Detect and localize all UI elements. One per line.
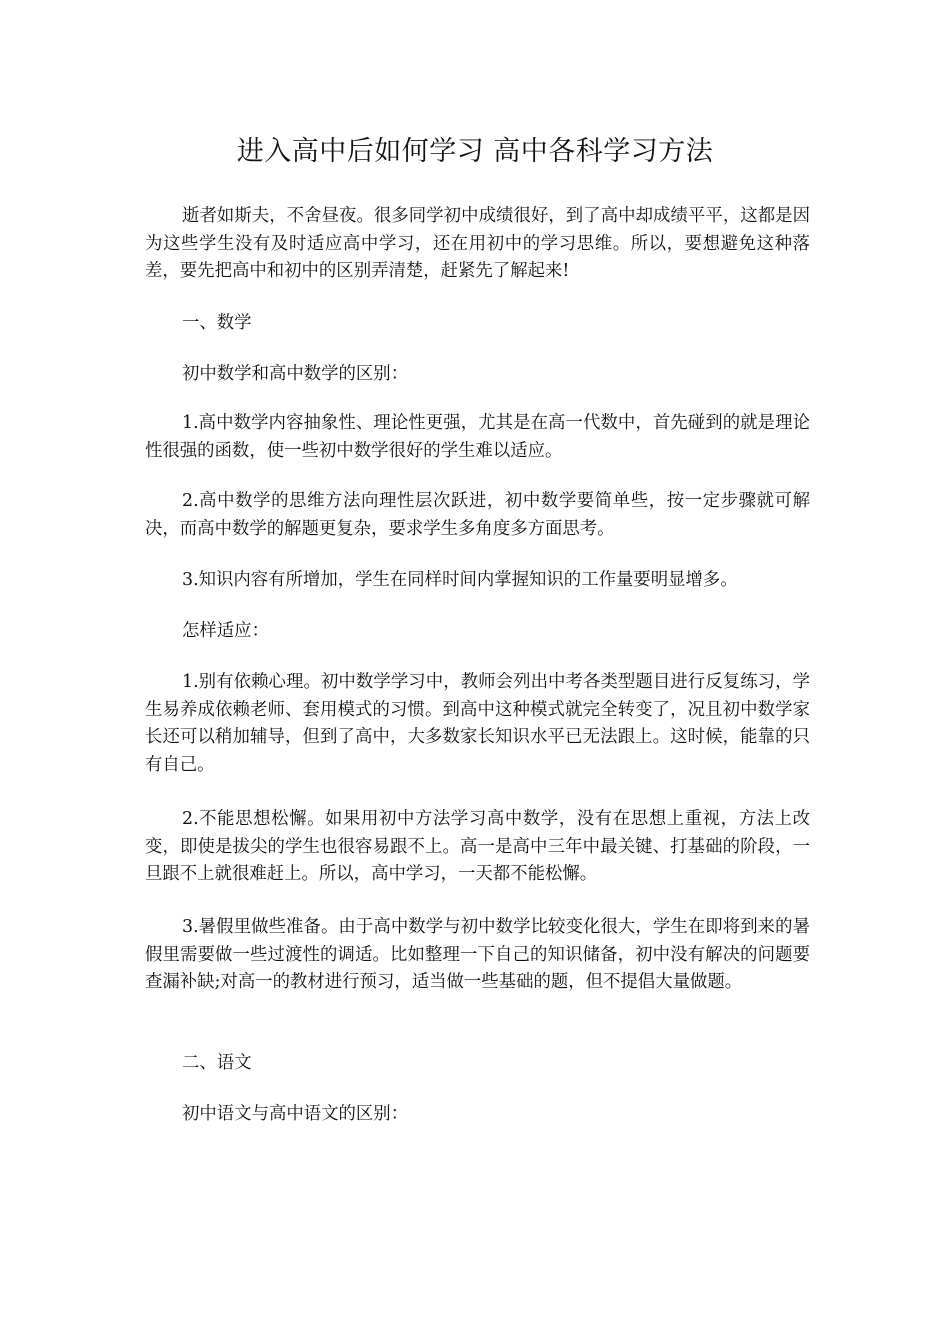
section-heading-math: 一、数学 (182, 313, 252, 333)
intro-paragraph: 逝者如斯夫，不舍昼夜。很多同学初中成绩很好，到了高中却成绩平平，这都是因为这些学生没有及时适应高中学习，还在用初中的学习思维。所以，要想避免这种落差，要先把高中和初中的区别弄清楚，赶紧先了解起来! (145, 206, 810, 281)
math-difference-heading: 初中数学和高中数学的区别： (182, 364, 409, 384)
chinese-difference-heading: 初中语文与高中语文的区别： (182, 1104, 409, 1124)
math-adapt-3: 3.暑假里做些准备。由于高中数学与初中数学比较变化很大，学生在即将到来的暑假里需要做一些过渡性的调适。比如整理一下自己的知识储备，初中没有解决的问题要查漏补缺;对高一的教材进行预习，适当做一些基础的题，但不提倡大量做题。 (145, 917, 810, 992)
math-adapt-2: 2.不能思想松懈。如果用初中方法学习高中数学，没有在思想上重视，方法上改变，即使是拔尖的学生也很容易跟不上。高一是高中三年中最关键、打基础的阶段，一旦跟不上就很难赶上。所以，高中学习，一天都不能松懈。 (145, 809, 810, 884)
math-adapt-heading: 怎样适应： (182, 621, 269, 641)
document-title: 进入高中后如何学习 高中各科学习方法 (236, 136, 714, 167)
math-difference-3: 3.知识内容有所增加，学生在同样时间内掌握知识的工作量要明显增多。 (182, 570, 738, 590)
section-heading-chinese: 二、语文 (182, 1053, 252, 1073)
math-difference-1: 1.高中数学内容抽象性、理论性更强，尤其是在高一代数中，首先碰到的就是理论性很强的函数，使一些初中数学很好的学生难以适应。 (145, 413, 810, 461)
math-adapt-1: 1.别有依赖心理。初中数学学习中，教师会列出中考各类型题目进行反复练习，学生易养成依赖老师、套用模式的习惯。到高中这种模式就完全转变了，况且初中数学家长还可以稍加辅导，但到了高中，大多数家长知识水平已无法跟上。这时候，能靠的只有自己。 (145, 672, 810, 775)
math-difference-2: 2.高中数学的思维方法向理性层次跃进，初中数学要简单些，按一定步骤就可解决，而高中数学的解题更复杂，要求学生多角度多方面思考。 (145, 491, 810, 539)
